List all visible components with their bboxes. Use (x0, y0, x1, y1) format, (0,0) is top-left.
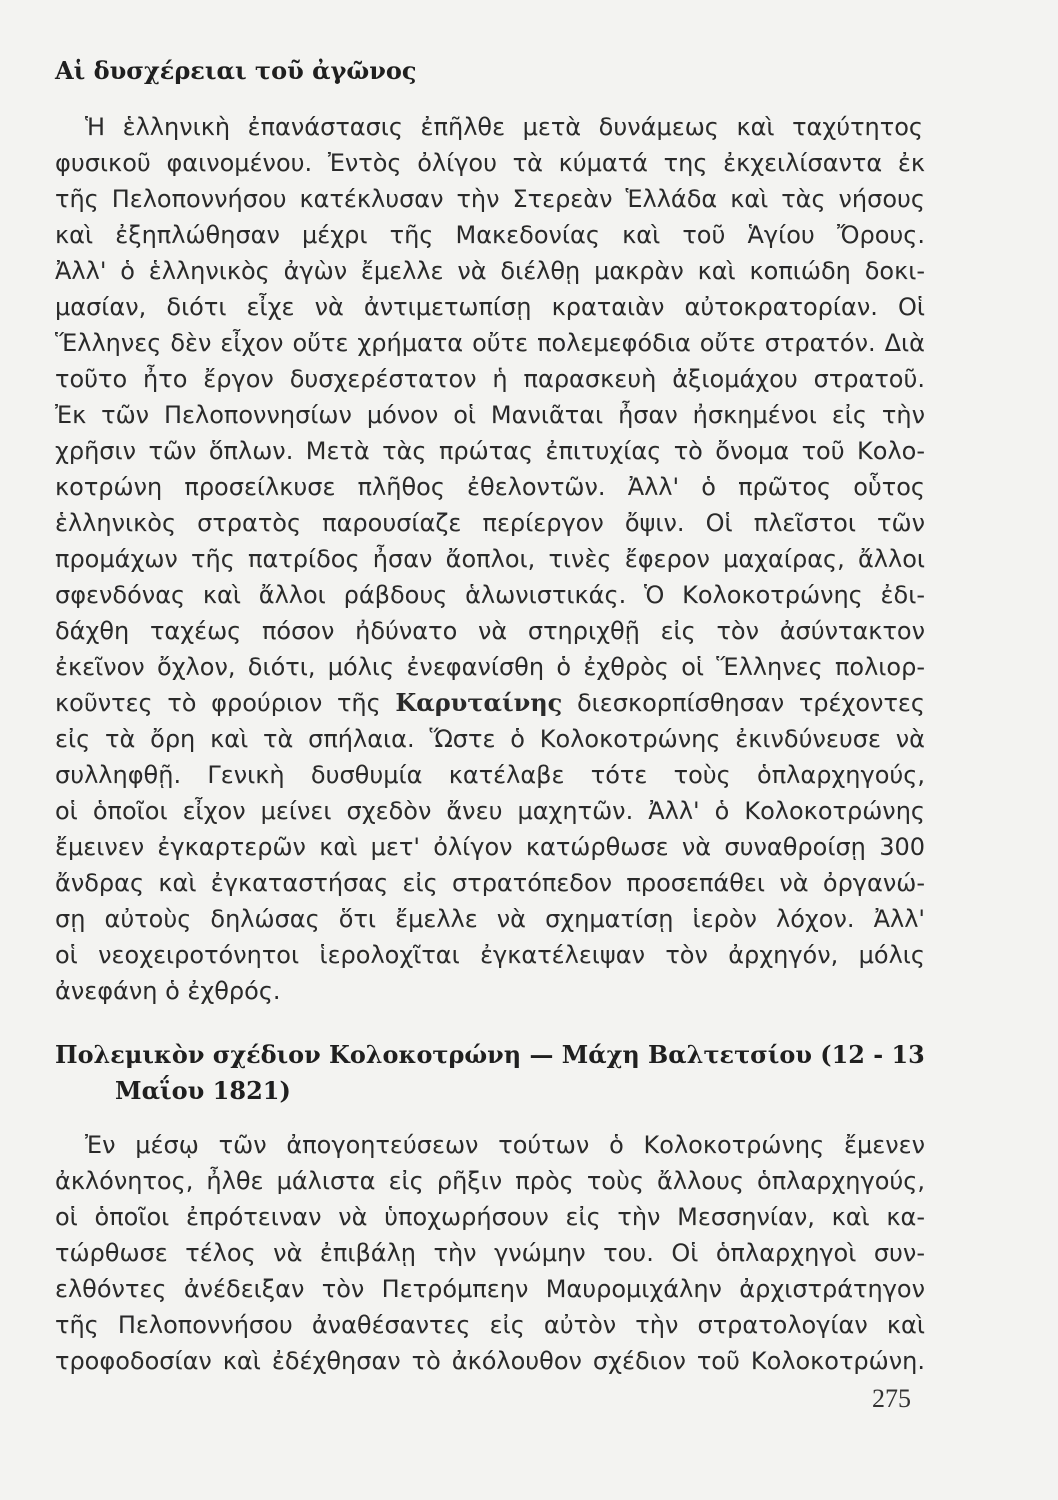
text-line: Ἐν μέσῳ τῶν ἀπογοητεύσεων τούτων ὁ Κολοκοτρώνης ἔμενεν (85, 1131, 925, 1159)
text-line: δάχθη ταχέως πόσον ἠδύνατο νὰ στηριχθῇ εἰς τὸν ἀσύντακτον (55, 617, 925, 645)
text-line: ἔμεινεν ἐγκαρτερῶν καὶ μετ' ὀλίγον κατώρθωσε νὰ συναθροίσῃ 300 (55, 833, 925, 861)
text-line: Ἕλληνες δὲν εἶχον οὔτε χρήματα οὔτε πολεμεφόδια οὔτε στρατόν. Διὰ (55, 329, 925, 357)
text-line: μασίαν, διότι εἶχε νὰ ἀντιμετωπίσῃ κραταιὰν αὐτοκρατορίαν. Οἱ (55, 293, 925, 321)
text-line: Ἐκ τῶν Πελοποννησίων μόνον οἱ Μανιᾶται ἦσαν ἠσκημένοι εἰς τὴν (55, 401, 925, 429)
section-heading-difficulties: Αἱ δυσχέρειαι τοῦ ἀγῶνος (55, 56, 417, 85)
section-heading-war-plan: Πολεμικὸν σχέδιον Κολοκοτρώνη — Μάχη Βαλτετσίου (12 - 13 (55, 1040, 925, 1069)
text-line: συλληφθῇ. Γενικὴ δυσθυμία κατέλαβε τότε τοὺς ὁπλαρχηγούς, (55, 761, 925, 789)
text-line: σῃ αὐτοὺς δηλώσας ὅτι ἔμελλε νὰ σχηματίσῃ ἱερὸν λόχον. Ἀλλ' (55, 905, 925, 933)
text-line: τώρθωσε τέλος νὰ ἐπιβάλῃ τὴν γνώμην του. Οἱ ὁπλαρχηγοὶ συν- (55, 1239, 925, 1267)
bold-place-name: Καρυταίνης (395, 688, 563, 717)
text-line: σφενδόνας καὶ ἄλλοι ράβδους ἁλωνιστικάς. Ὁ Κολοκοτρώνης ἐδι- (55, 581, 925, 609)
text-line: ἑλληνικὸς στρατὸς παρουσίαζε περίεργον ὄψιν. Οἱ πλεῖστοι τῶν (55, 509, 925, 537)
text-fragment: διεσκορπίσθησαν τρέχοντες (576, 689, 925, 717)
text-line: ελθόντες ἀνέδειξαν τὸν Πετρόμπεην Μαυρομιχάλην ἀρχιστράτηγον (55, 1275, 925, 1303)
text-line: Ἀλλ' ὁ ἑλληνικὸς ἀγὼν ἔμελλε νὰ διέλθῃ μακρὰν καὶ κοπιώδη δοκι- (55, 257, 925, 285)
text-line: προμάχων τῆς πατρίδος ἦσαν ἄοπλοι, τινὲς ἔφερον μαχαίρας, ἄλλοι (55, 545, 925, 573)
text-line: κοτρώνη προσείλκυσε πλῆθος ἐθελοντῶν. Ἀλλ' ὁ πρῶτος οὗτος (55, 473, 925, 501)
text-line: οἱ νεοχειροτόνητοι ἱερολοχῖται ἐγκατέλειψαν τὸν ἀρχηγόν, μόλις (55, 941, 925, 969)
text-line: ἀκλόνητος, ἦλθε μάλιστα εἰς ρῆξιν πρὸς τοὺς ἄλλους ὁπλαρχηγούς, (55, 1167, 925, 1195)
text-line: τῆς Πελοποννήσου ἀναθέσαντες εἰς αὐτὸν τὴν στρατολογίαν καὶ (55, 1311, 925, 1339)
text-line: ἄνδρας καὶ ἐγκαταστήσας εἰς στρατόπεδον προσεπάθει νὰ ὀργανώ- (55, 869, 925, 897)
text-line: τῆς Πελοποννήσου κατέκλυσαν τὴν Στερεὰν Ἑλλάδα καὶ τὰς νήσους (55, 185, 925, 213)
section-heading-war-plan-line2: Μαΐου 1821) (115, 1076, 291, 1105)
text-fragment: κοῦντες τὸ φρούριον τῆς (55, 689, 381, 717)
text-line: ἐκεῖνον ὄχλον, διότι, μόλις ἐνεφανίσθη ὁ ἐχθρὸς οἱ Ἕλληνες πολιορ- (55, 653, 925, 681)
text-line: οἱ ὁποῖοι ἐπρότειναν νὰ ὑποχωρήσουν εἰς τὴν Μεσσηνίαν, καὶ κα- (55, 1203, 925, 1231)
text-line: εἰς τὰ ὄρη καὶ τὰ σπήλαια. Ὥστε ὁ Κολοκοτρώνης ἐκινδύνευσε νὰ (55, 725, 925, 753)
text-line: τοῦτο ἦτο ἔργον δυσχερέστατον ἡ παρασκευὴ ἀξιομάχου στρατοῦ. (55, 365, 925, 393)
text-line: χρῆσιν τῶν ὅπλων. Μετὰ τὰς πρώτας ἐπιτυχίας τὸ ὄνομα τοῦ Κολο- (55, 437, 925, 465)
text-line: Ἡ ἑλληνικὴ ἐπανάστασις ἐπῆλθε μετὰ δυνάμεως καὶ ταχύτητος (85, 113, 923, 141)
text-line: τροφοδοσίαν καὶ ἐδέχθησαν τὸ ἀκόλουθον σχέδιον τοῦ Κολοκοτρώνη. (55, 1347, 925, 1375)
text-line: φυσικοῦ φαινομένου. Ἐντὸς ὀλίγου τὰ κύματά της ἐκχειλίσαντα ἐκ (55, 149, 925, 177)
text-line: οἱ ὁποῖοι εἶχον μείνει σχεδὸν ἄνευ μαχητῶν. Ἀλλ' ὁ Κολοκοτρώνης (55, 797, 925, 825)
text-line-with-bold (55, 688, 925, 718)
text-line: καὶ ἐξηπλώθησαν μέχρι τῆς Μακεδονίας καὶ τοῦ Ἁγίου Ὄρους. (55, 221, 925, 249)
text-line: ἀνεφάνη ὁ ἐχθρός. (55, 977, 281, 1005)
page-number: 275 (872, 1384, 911, 1413)
